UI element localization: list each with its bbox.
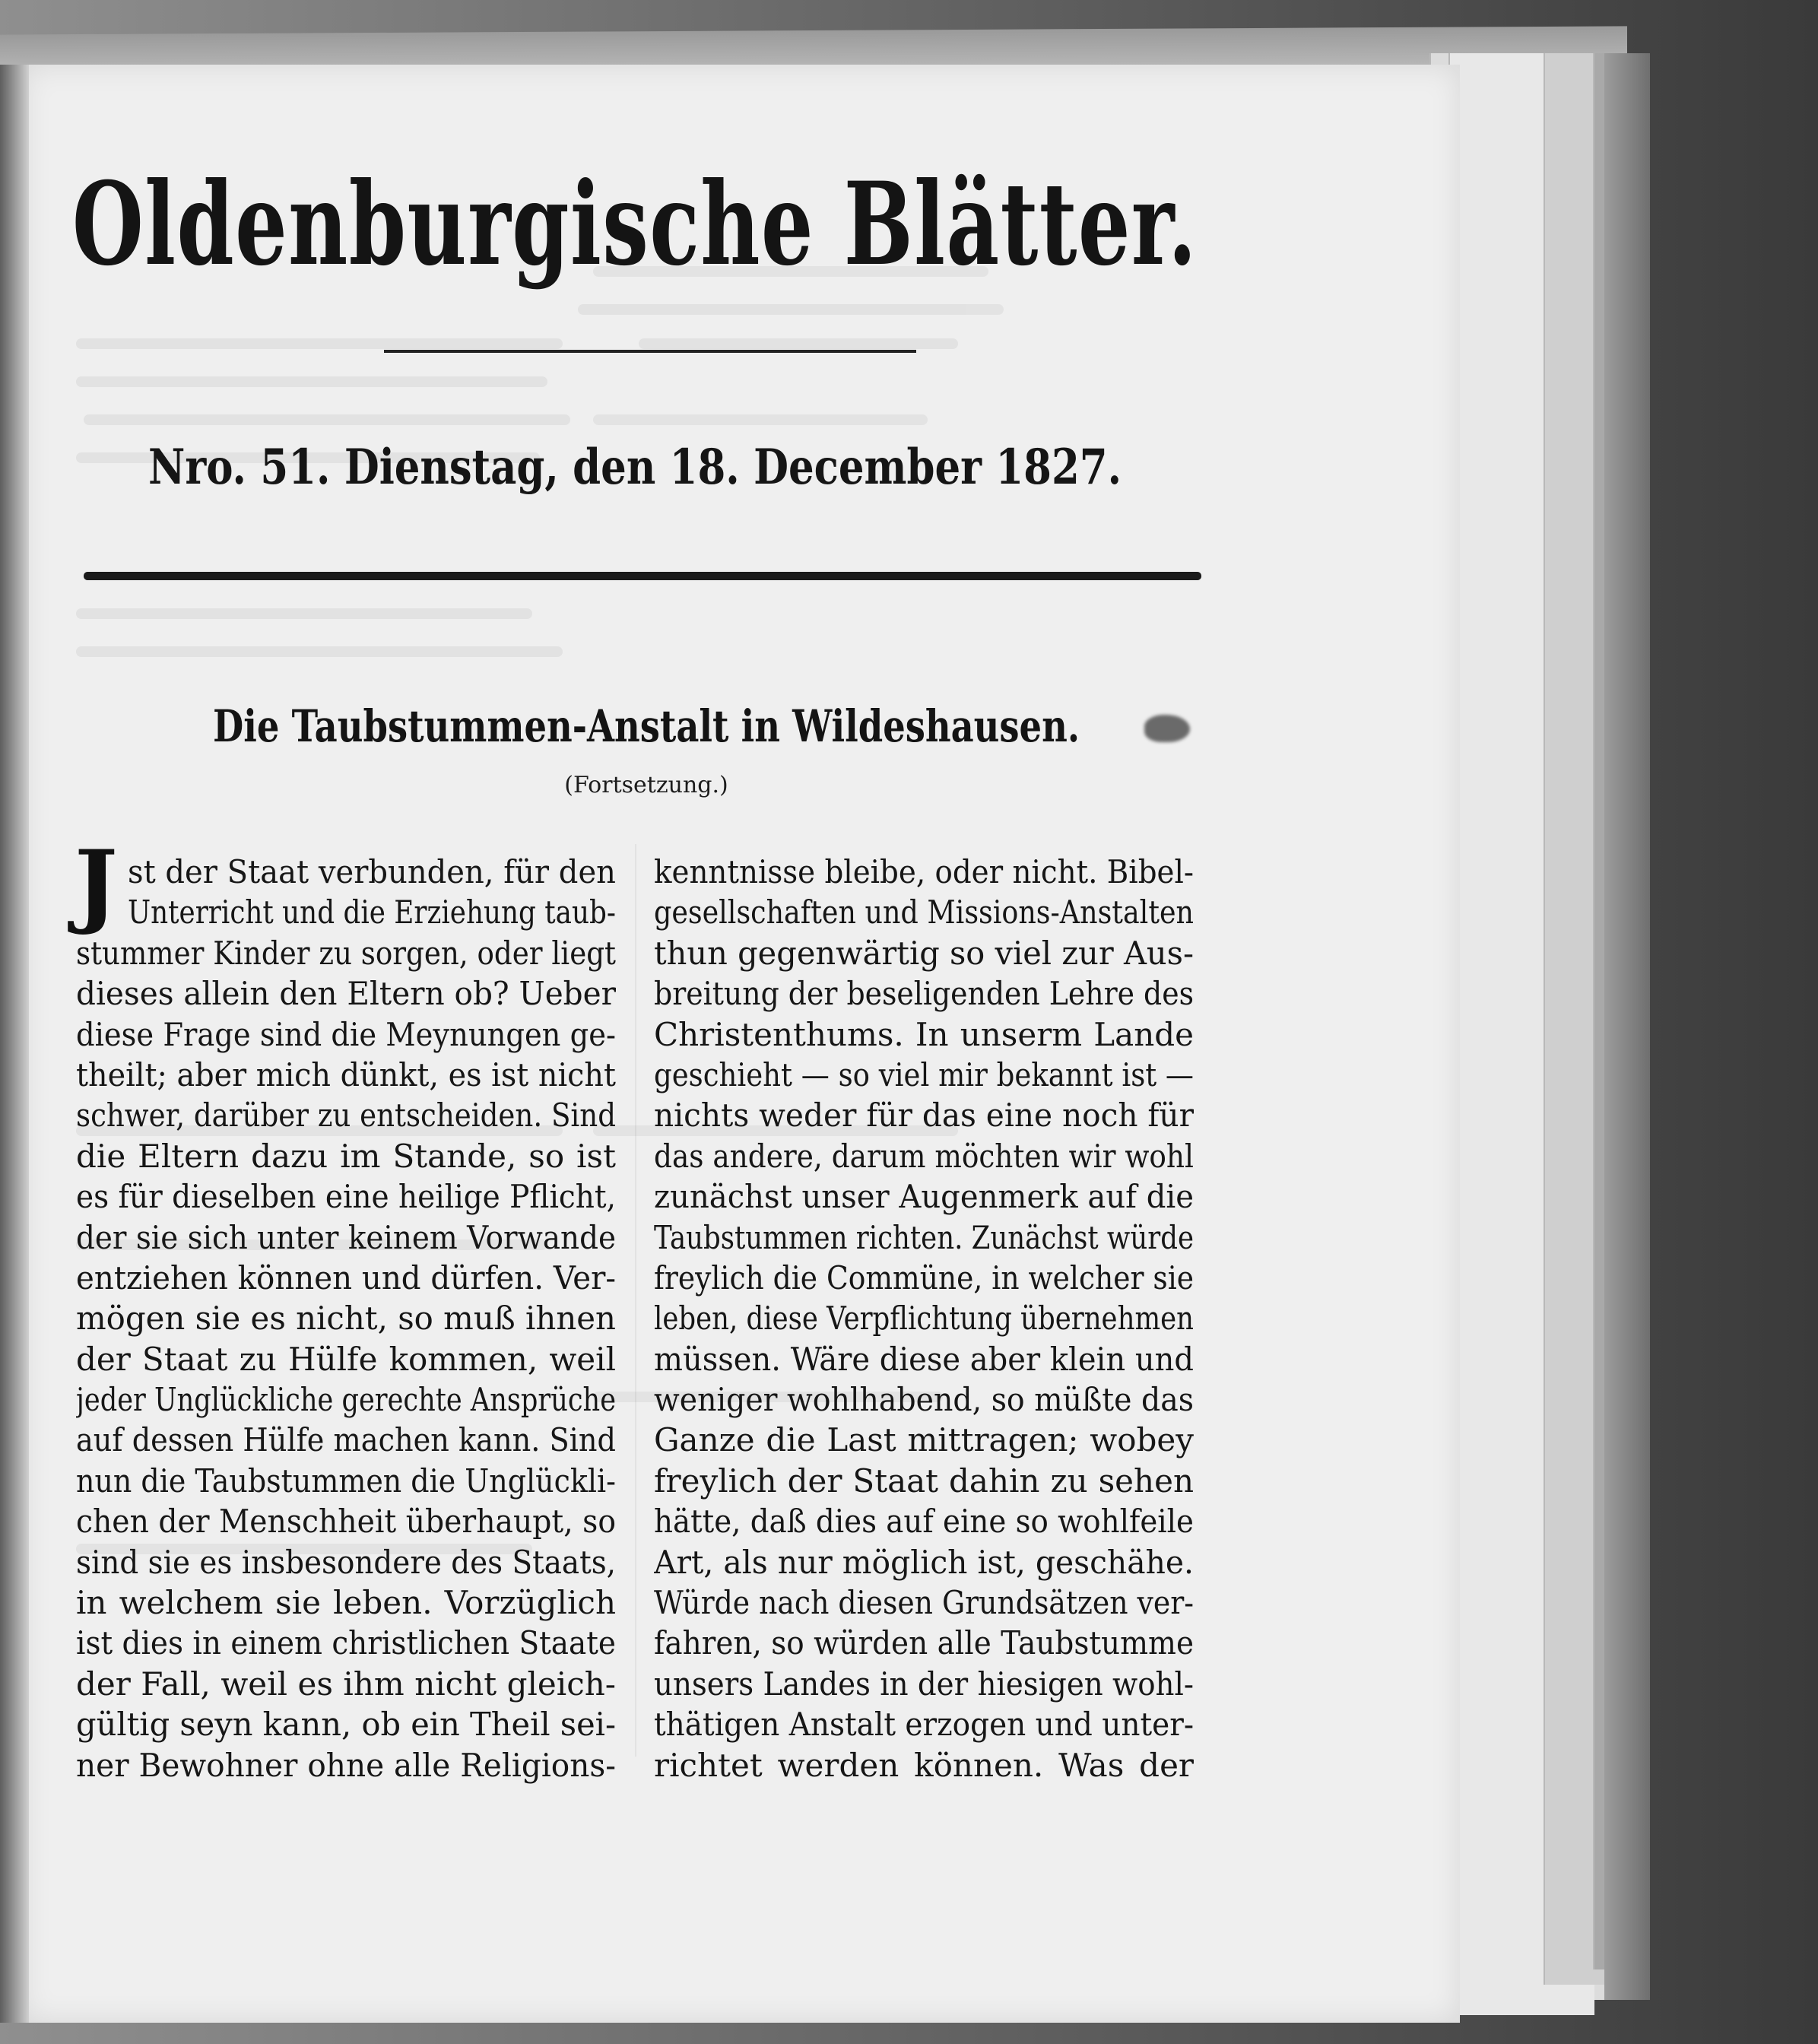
text-line: chen der Menschheit überhaupt, so bbox=[76, 1503, 616, 1541]
text-line: breitung der beseligenden Lehre des bbox=[654, 975, 1194, 1013]
text-line: fahren, so würden alle Taubstumme bbox=[654, 1624, 1194, 1662]
text-line: Art, als nur möglich ist, geschähe. bbox=[654, 1543, 1194, 1581]
text-line: zunächst unser Augenmerk auf die bbox=[654, 1178, 1194, 1216]
text-line: dieses allein den Eltern ob? Ueber bbox=[76, 975, 616, 1013]
text-line: leben, diese Verpflichtung übernehmen bbox=[654, 1300, 1194, 1338]
article-title: Die Taubstummen-Anstalt in Wildeshausen. bbox=[213, 700, 1080, 752]
text-line: jeder Unglückliche gerechte Ansprüche bbox=[76, 1381, 616, 1419]
text-line: nun die Taubstummen die Unglückli- bbox=[76, 1462, 616, 1500]
text-line: richtet werden können. Was der bbox=[654, 1746, 1194, 1784]
text-line: freylich der Staat dahin zu sehen bbox=[654, 1462, 1194, 1500]
text-line: der sie sich unter keinem Vorwande bbox=[76, 1218, 616, 1256]
text-line: gültig seyn kann, ob ein Theil sei- bbox=[76, 1706, 616, 1744]
text-line: stummer Kinder zu sorgen, oder liegt bbox=[76, 934, 616, 972]
text-line: geschieht — so viel mir bekannt ist — bbox=[654, 1055, 1194, 1093]
text-line: sind sie es insbesondere des Staats, bbox=[76, 1543, 616, 1581]
binding-board-right bbox=[1604, 53, 1650, 2000]
text-line: theilt; aber mich dünkt, es ist nicht bbox=[76, 1055, 616, 1093]
text-line: auf dessen Hülfe machen kann. Sind bbox=[76, 1421, 616, 1459]
text-line: Ganze die Last mittragen; wobey bbox=[654, 1421, 1194, 1459]
column-gutter bbox=[635, 844, 636, 1757]
header-rule bbox=[84, 572, 1201, 580]
text-line: müssen. Wäre diese aber klein und bbox=[654, 1340, 1194, 1378]
text-line: schwer, darüber zu entscheiden. Sind bbox=[76, 1097, 616, 1135]
text-line: freylich die Commüne, in welcher sie bbox=[654, 1258, 1194, 1297]
text-line: ner Bewohner ohne alle Religions- bbox=[76, 1746, 616, 1784]
text-line: kenntnisse bleibe, oder nicht. Bibel- bbox=[654, 853, 1194, 890]
text-line: diese Frage sind die Meynungen ge- bbox=[76, 1015, 616, 1053]
text-line: ist dies in einem christlichen Staate bbox=[76, 1624, 616, 1662]
text-line: es für dieselben eine heilige Pflicht, bbox=[76, 1178, 616, 1216]
article-subtitle: (Fortsetzung.) bbox=[564, 772, 728, 798]
text-line: der Staat zu Hülfe kommen, weil bbox=[76, 1340, 616, 1378]
text-line: thun gegenwärtig so viel zur Aus- bbox=[654, 934, 1194, 972]
text-line: der Fall, weil es ihm nicht gleich- bbox=[76, 1665, 616, 1703]
text-line: Würde nach diesen Grundsätzen ver- bbox=[654, 1584, 1194, 1622]
text-line: entziehen können und dürfen. Ver- bbox=[76, 1258, 616, 1297]
text-line: weniger wohlhabend, so müßte das bbox=[654, 1381, 1194, 1419]
text-line: nichts weder für das eine noch für bbox=[654, 1097, 1194, 1135]
text-line: das andere, darum möchten wir wohl bbox=[654, 1137, 1194, 1175]
text-line: die Eltern dazu im Stande, so ist bbox=[76, 1137, 616, 1175]
text-line: st der Staat verbunden, für den bbox=[128, 853, 616, 890]
text-line: Unterricht und die Erziehung taub- bbox=[128, 893, 616, 932]
text-line: unsers Landes in der hiesigen wohl- bbox=[654, 1665, 1194, 1703]
text-line: Christenthums. In unserm Lande bbox=[654, 1015, 1194, 1053]
issue-date-line: Nro. 51. Dienstag, den 18. December 1827. bbox=[148, 439, 1122, 496]
text-line: hätte, daß dies auf eine so wohlfeile bbox=[654, 1503, 1194, 1541]
text-line: gesellschaften und Missions-Anstalten bbox=[654, 893, 1194, 932]
text-line: mögen sie es nicht, so muß ihnen bbox=[76, 1300, 616, 1338]
left-text-column bbox=[76, 852, 616, 1785]
book-spine bbox=[0, 65, 29, 2023]
newspaper-masthead: Oldenburgische Blätter. bbox=[72, 157, 1198, 291]
masthead-rule bbox=[384, 350, 916, 353]
drop-cap: J bbox=[75, 830, 118, 938]
text-line: thätigen Anstalt erzogen und unter- bbox=[654, 1706, 1194, 1744]
right-text-column bbox=[654, 852, 1194, 1785]
text-line: in welchem sie leben. Vorzüglich bbox=[76, 1584, 616, 1622]
text-line: Taubstummen richten. Zunächst würde bbox=[654, 1218, 1194, 1256]
ink-blot bbox=[1144, 715, 1190, 742]
